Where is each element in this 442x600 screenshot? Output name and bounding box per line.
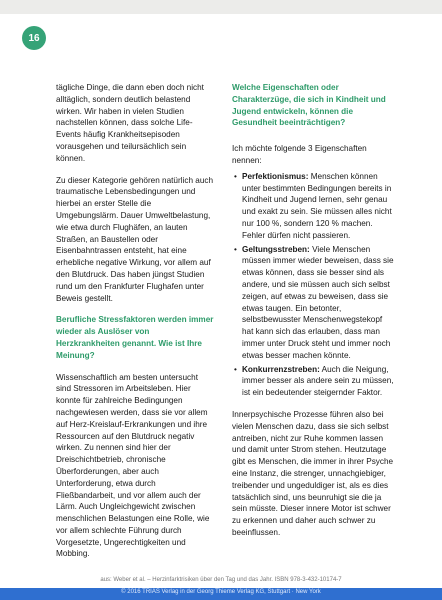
top-bar <box>0 0 442 14</box>
left-paragraph-1: tägliche Dinge, die dann eben doch nicht alltäglich, sondern deutlich belastend wirken. Wir haben in vielen Studien nachstellen können, dass solche Life-Events häufig Krankheitsepisoden vorausgehen und teilursächlich sein können. <box>56 83 204 163</box>
trait-text: Auch die Neigung, immer besser als andere sein zu müssen, ist ein bedeutender steigernder Faktor. <box>242 364 394 398</box>
trait-term: Perfektionismus: <box>242 171 309 181</box>
trait-list <box>232 171 394 399</box>
trait-term: Geltungsstreben: <box>242 244 310 254</box>
list-item <box>242 364 394 399</box>
interview-question-2: Welche Eigenschaften oder Charakterzüge, die sich in Kindheit und Jugend entwickeln, können die Gesundheit beeinträchtigen? <box>232 83 386 128</box>
right-intro: Ich möchte folgende 3 Eigenschaften nennen: <box>232 144 367 165</box>
right-paragraph-2: Innerpsychische Prozesse führen also bei vielen Menschen dazu, dass sie sich selbst antreiben, nicht zur Ruhe kommen lassen und damit unter Strom stehen. Heutzutage gibt es Menschen, die immer in ihrer Psyche eine Instanz, die strenger, unnachgiebiger, treibender und ungeduldiger ist, als es dies tatsächlich sind, uns beunruhigt sie die ja sein müsste. Dieser innere Motor ist schwer zu erkennen und daher auch schwer zu beeinflussen. <box>232 409 394 537</box>
right-column <box>232 82 394 549</box>
list-item <box>242 244 394 362</box>
left-paragraph-3: Wissenschaftlich am besten untersucht sind Stressoren im Arbeitsleben. Hier konnte für zahlreiche Bedingungen nachgewiesen werden, dass sie vor allem auf Herz-Kreislauf-Erkrankungen und ihre Ressourcen auf den Blutdruck negativ wirken. Zu nennen sind hier der Dreischichtbetrieb, chronische Überforderungen, aber auch Unterforderung, etwa durch Fließbandarbeit, und vor allem auch der Lärm. Auch Ungleichgewicht zwischen menschlichen Belastungen eine Rolle, wie vor allem schlechte Führung durch Vorgesetzte, Ungerechtigkeiten und Mobbing. <box>56 372 210 559</box>
interview-question-1: Berufliche Stressfaktoren werden immer wieder als Auslöser von Herzkrankheiten genannt. Wie ist Ihre Meinung? <box>56 315 214 360</box>
list-item <box>242 171 394 242</box>
trait-text: Menschen können unter bestimmten Bedingungen bereits in Kindheit und Jugend lernen, sehr genau und exakt zu sein. Sie müssen alles nicht nur 100 %, sondern 120 % machen. Fehler dürfen nicht passieren. <box>242 171 392 240</box>
left-column <box>56 82 214 570</box>
left-paragraph-2: Zu dieser Kategorie gehören natürlich auch traumatische Lebensbedingungen und hierbei an erster Stelle die Umgebungslärm. Dauer Umweltbelastung, wie etwa durch Flughäfen, an lauten Straßen, an Baustellen oder Eisenbahntrassen entsteht, hat eine erhebliche negative Wirkung, vor allem auf den Blutdruck. Das haben jüngst Studien rund um den Frankfurter Flughafen unter Beweis gestellt. <box>56 175 214 303</box>
footer-citation: aus: Weber et al. – Herzinfarktrisiken über den Tag und das Jahr. ISBN 978-3-432-10174-7 <box>100 577 342 583</box>
trait-text: Viele Menschen müssen immer wieder beweisen, dass sie etwas können, dass sie besser sind als andere, und sie müssen auch sich selbst zeigen, auf etwas zu beweisen, dass sie etwas taugen. Ein betonter, selbstbewusster Menschenwegstekopf hat kann sich das erlauben, dass man immer unter Druck steht und immer noch etwas besser machen könnte. <box>242 244 394 360</box>
page-number-badge: 16 <box>22 26 46 50</box>
footer-copyright: © 2016 TRIAS Verlag in der Georg Thieme Verlag KG, Stuttgart · New York <box>121 589 321 595</box>
trait-term: Konkurrenzstreben: <box>242 364 320 374</box>
